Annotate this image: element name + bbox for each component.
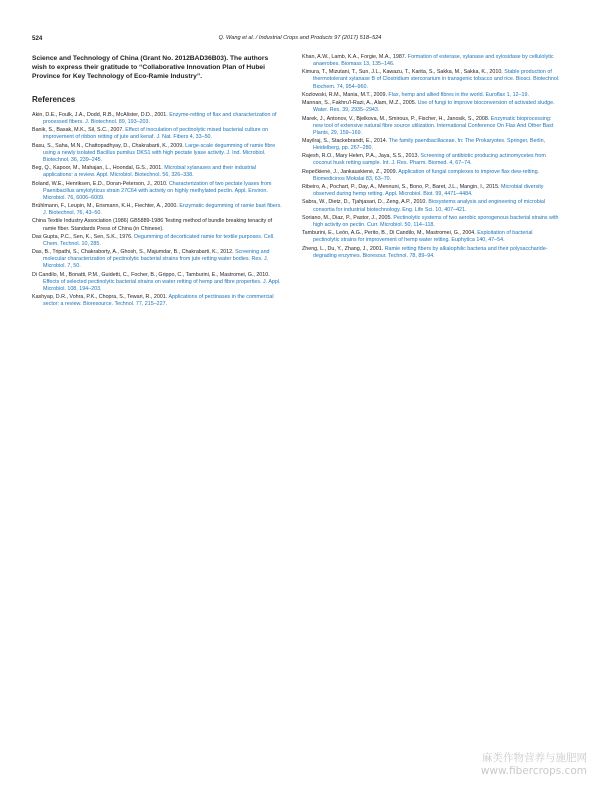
reference-item <box>302 138 560 152</box>
reference-link[interactable]: Enzymatic bioprocessing: new tool of extensive natural fibre source utilization. International Conference On Flax And Other Bast Plants, 29, 159–169. <box>313 115 554 136</box>
reference-authors: Di Candilo, M., Bonatti, P.M., Guidetti, C., Focher, B., Grippo, C., Tamburini, E., Mastromei, G., 2010. <box>32 271 270 278</box>
reference-item <box>302 184 560 198</box>
reference-link[interactable]: Microbial diversity observed during hemp retting. Appl. Microbiol. Biot. 99, 4471–4484. <box>313 184 544 198</box>
reference-item <box>302 199 560 213</box>
reference-link[interactable]: Use of fungi to improve bioconversion of activated sludge. Water. Res. 39, 2935–2943. <box>313 100 555 114</box>
watermark-line-2: www.fibercrops.com <box>480 765 587 777</box>
reference-link[interactable]: Effect of inoculation of pectinolytic mixed bacterial culture on improvement of ribbon retting of jute and kenaf. J. Nat. Fibers 4, 33–50. <box>43 127 269 141</box>
reference-link[interactable]: Enzyme-retting of flax and characterization of processed fibers. J. Biotechnol. 89, 193–203. <box>43 112 277 126</box>
reference-list-right <box>302 54 560 260</box>
reference-item <box>302 169 560 183</box>
reference-item <box>302 153 560 167</box>
reference-link[interactable]: Application of fungal complexes to improve flax dew-retting. Biomedicinos Mokslai 83, 63–70. <box>313 168 540 182</box>
reference-list-left <box>32 112 282 308</box>
watermark-line-1: 麻类作物营养与施肥网 <box>482 752 587 764</box>
running-head: Q. Wang et al. / Industrial Crops and Products 97 (2017) 518–524 <box>218 35 382 41</box>
reference-authors: Soriano, M., Diaz, P., Pastor, J., 2005. <box>302 214 394 221</box>
reference-item <box>302 246 560 260</box>
reference-authors: Boland, W.E., Henriksen, E.D., Doran-Peterson, J., 2010. <box>32 180 169 187</box>
reference-authors: Marek, J., Antonov, V., Bjelkova, M., Smirous, P., Fischer, H., Janosik, S., 2008. <box>302 115 491 122</box>
reference-link[interactable]: Degumming of decorticated ramie for textile purposes. Cell. Chem. Technol. 10, 285. <box>43 233 275 247</box>
reference-link[interactable]: Screening and molecular characterization of pectinolytic bacterial strains from jute retting water bodies. Res. J. Microbiol. 7, 50. <box>43 249 270 270</box>
reference-authors: Kozlowski, R.M., Mania, M.T., 2009. <box>302 91 389 98</box>
reference-item <box>32 143 282 164</box>
page-number: 524 <box>32 35 43 42</box>
reference-item <box>32 181 282 202</box>
reference-link[interactable]: The family paenibacillaceae. In: The Prokaryotes. Springer, Berlin, Heidelberg, pp. 267–280. <box>313 137 546 152</box>
reference-item <box>302 116 560 137</box>
reference-link[interactable]: Ramie retting fibers by alkalophilic bacteria and their polysaccharide-degrading enzymes. Bioresour. Technol. 78, 89–94. <box>313 245 548 259</box>
reference-item <box>302 69 560 90</box>
reference-item <box>302 54 560 68</box>
watermark <box>447 752 587 778</box>
reference-item <box>32 218 282 232</box>
reference-item <box>32 127 282 141</box>
reference-link[interactable]: Formation of esterase, xylanase and xylosidase by cellulolytic anaerobes. Biomass 13, 135–146. <box>313 54 554 68</box>
reference-authors: Das Gupta, P.C., Sen, K., Sen, S.K., 1976. <box>32 233 135 240</box>
reference-authors: Kashyap, D.R., Vohra, P.K., Chopra, S., Tewari, R., 2001. <box>32 294 169 301</box>
reference-item <box>302 215 560 229</box>
reference-authors: Rajesh, R.O., Mary Helen, P.A., Jaya, S.S., 2013. <box>302 153 421 160</box>
reference-authors: Zheng, L., Du, Y., Zhang, J., 2001. <box>302 245 385 252</box>
reference-item <box>302 92 560 99</box>
reference-authors: Mayilraj, S., Stackebrandt, E., 2014. <box>302 137 389 144</box>
acknowledgement-text: Science and Technology of China (Grant No. 2012BAD36B03). The authors wish to express their gratitude to “Collaborative Innovation Plan of Hubei Province for Key Technology of Eco-Ramie Industry”. <box>32 55 269 80</box>
reference-link[interactable]: Enzymatic degumming of ramie bast fibers. J. Biotechnol. 76, 43–50. <box>43 203 282 217</box>
reference-authors: Kimura, T., Mizutani, T., Sun, J.L., Kawazu, T., Karita, S., Sakka, M., Sakka, K., 2010. <box>302 69 505 76</box>
reference-item <box>32 234 282 248</box>
reference-authors: Ribeiro, A., Pochart, P., Day, A., Mennuni, S., Bono, P., Baret, J.L., Mangin, I., 2015. <box>302 184 502 191</box>
reference-item <box>32 272 282 293</box>
reference-link[interactable]: Effects of selected pectinolytic bacterial strains on water retting of hemp and fibre properties. J. Appl. Microbiol. 108, 194–203. <box>43 278 281 292</box>
reference-authors: Basu, S., Saha, M.N., Chattopadhyay, D., Chakrabarti, K., 2009. <box>32 142 186 149</box>
reference-link[interactable]: Stable production of thermotolerant xylanase B of Clostridium stercorarium in transgenic tobacco and rice. Biosci. Biotechnol. Biochem. 74, 954–960. <box>313 69 560 90</box>
reference-item <box>302 230 560 244</box>
reference-link[interactable]: Large-scale degumming of ramie fibre using a newly isolated Bacillus pumilus DKS1 with high pectate lyase activity. J. Ind. Microbiol. Biotechnol. 36, 239–245. <box>43 142 276 163</box>
reference-link[interactable]: Flax, hemp and allied fibres in the world. Euroflax 1, 12–19. <box>388 91 529 98</box>
reference-link[interactable]: Biosystems analysis and engineering of microbial consortia for industrial biotechnology. Eng. Life Sci. 10, 407–421. <box>313 199 546 213</box>
reference-item <box>32 203 282 217</box>
reference-authors: Banik, S., Basak, M.K., Sil, S.C., 2007. <box>32 127 126 134</box>
reference-authors: Akin, D.E., Foulk, J.A., Dodd, R.B., McAlister, D.D., 2001. <box>32 112 170 118</box>
reference-item <box>32 165 282 179</box>
reference-link[interactable]: Microbial xylanases and their industrial applications: a review. Appl. Microbiol. Biotechnol. 56, 326–338. <box>43 165 256 179</box>
reference-link[interactable]: Applications of pectinases in the commercial sector: a review. Bioresource. Technol. 77, 215–227. <box>43 294 274 308</box>
reference-authors: Das, B., Tripathi, S., Chakraborty, A., Ghosh, S., Majumdar, B., Chakrabarti, K., 2012. <box>32 249 236 256</box>
left-column <box>32 54 282 310</box>
references-heading: References <box>32 95 76 104</box>
right-column <box>302 54 560 261</box>
reference-authors: Beg, Q., Kapoor, M., Mahajan, L., Hoondal, G.S., 2001. <box>32 165 165 172</box>
reference-link[interactable]: Screening of antibiotic producing actinomycetes from coconut husk retting sample. Int. J. Res. Pharm. Biomed. 4, 67–74. <box>313 153 546 167</box>
reference-authors: Sabra, W., Dietz, D., Tjahjasari, D., Zeng, A.P., 2010. <box>302 199 429 206</box>
reference-link[interactable]: Characterization of two pectate lyases from Paenibacillus amylolyticus strain 27C64 with activity on highly methylated pectin. Appl. Environ. Microbiol. 76, 6006–6009. <box>43 180 272 201</box>
reference-authors: Brühlmann, F., Leupin, M., Erismann, K.H., Fiechter, A., 2000. <box>32 203 180 210</box>
reference-authors: Repečkienė, J., Jankauskienė, Z., 2009. <box>302 168 399 175</box>
reference-item <box>32 249 282 270</box>
reference-authors: Mannan, S., Fakhru'l-Razi, A., Alam, M.Z., 2005. <box>302 100 418 107</box>
reference-link[interactable]: Exploitation of bacterial pectinolytic strains for improvement of hemp water retting. Euphytica 140, 47–54. <box>313 230 533 244</box>
reference-item <box>32 112 282 126</box>
reference-item <box>32 294 282 308</box>
reference-link[interactable]: Pectinolytic systems of two aerobic sporogenous bacterial strains with high activity on pectin. Curr. Microbiol. 50, 114–118. <box>313 214 559 228</box>
reference-authors: China Textile Industry Association (1986) GB5889-1986 Testing method of bundle breaking tenacity of ramie fiber. Standards Press of China (in Chinese). <box>32 218 273 232</box>
reference-authors: Khan, A.W., Lamb, K.A., Forgie, M.A., 1987. <box>302 54 408 60</box>
reference-authors: Tamburini, E., León, A.G., Perito, B., Di Candilo, M., Mastromei, G., 2004. <box>302 230 478 237</box>
reference-item <box>302 100 560 114</box>
